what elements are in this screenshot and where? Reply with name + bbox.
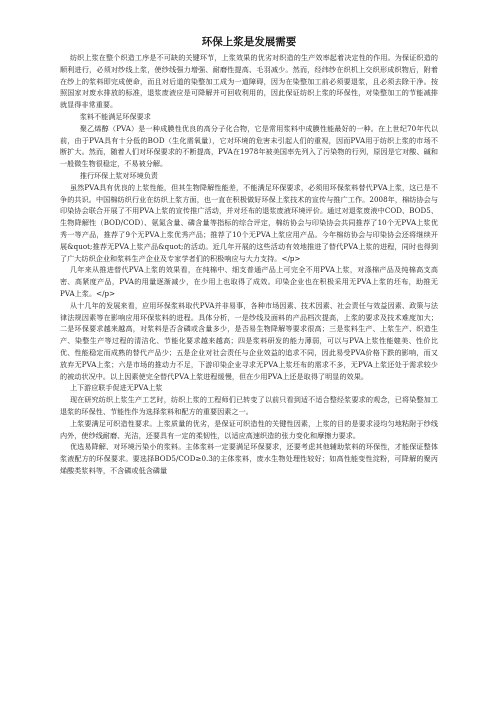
paragraph: 优选易降解、对环境污染小的浆料。主体浆料一定要满足环保要求，还要考虑其他辅助浆料的环保性，才能保证整体浆液配方的环保要求。要选择BOD5/COD≥0.3的主体浆料，废水生物处理性较好；如高性能变性淀粉，可降解的聚丙烯酸类浆料等，不含磷或低含磷量 [60, 442, 438, 475]
document-body [60, 52, 438, 477]
section-heading: 浆料不能满足环保要求 [79, 111, 151, 121]
paragraph: 聚乙烯醇（PVA）是一种成膜性优良的高分子化合物，它是常用浆料中成膜性能最好的一种。在上世纪70年代以前，由于PVA具有十分低的BOD（生化需氧量），它对环境的危害未引起人们的重视，因而PVA用于纺织上浆的市场不断扩大。然而，随着人们对环保要求的不断提高，PVA在1978年被美国率先列入了污染物的行列，原因是它对酸、碱和一般微生物很稳定，不易被分解。 [60, 123, 438, 169]
paragraph: 上浆要满足可织造性要求。上浆质量的优劣，是保证可织造性的关键性因素，上浆的目的是要求浸均匀地粘附于纱线内外，使纱线耐磨、光洁，还要具有一定的柔韧性，以适应高速织造的张力变化和摩擦力要求。 [60, 418, 438, 440]
section-heading: 上下游应联手促进无PVA上浆 [69, 383, 163, 393]
paragraph: 从十几年的发展来看，应用环保浆料取代PVA并非易事，各种市场因素、技术因素、社会责任与效益因素、政策与法律法规因素等在影响应用环保浆料的进程。具体分析，一是纱线及面料的产品档次提高，上浆的要求及技术难度加大；二是环保要求越来越高，对浆料是否含磷或含量多少，是否易生物降解等要求很高；三是浆料生产、上浆生产、织造生产、染整生产等过程的清洁化、节能化要求越来越高；四是浆料研发的能力薄弱，可以与PVA上浆性能媲美、性价比优、性能稳定而成熟的替代产品少；五是企业对社会责任与企业效益的追求不同，因此易受PVA价格下跌的影响，而又放弃无PVA上浆；六是市场的推动力不足，下游印染企业寻求无PVA上浆坯布的需求不多，无PVA上浆还处于需求较少的被动状况中。以上因素使完全替代PVA上浆进程缓慢，但在少用PVA上还是取得了明显的效果。 [60, 300, 438, 381]
paragraph: 纺织上浆在整个织造工序是不可缺的关键环节，上浆效果的优劣对织造的生产效率起着决定性的作用。为保证织造的顺利进行，必须对纱线上浆，使纱线强力增强、耐磨性提高、毛羽减少。然而，经纬纱在织机上交织形成织物后，附着在纱上的浆料即完成使命，而且对后道的染整加工成为一道障碍，因为在染整加工前必须要退浆，且必须去除干净。按照国家对废水排放的标准，退浆废液应是可降解并可回收利用的，因此保证纺织上浆的环保性，对染整加工的节能减排就显得非常重要。 [60, 53, 438, 110]
paragraph: 几年来从推进替代PVA上浆的效果看，在纯棉中、细支普通产品上可完全不用PVA上浆，对涤棉产品及纯棉高支高密、高紧度产品，PVA的用量逐渐减少，在少用上也取得了成效。印染企业也在积极采用无PVA上浆的坯布，助推无PVA上浆。</p> [60, 265, 438, 298]
section-heading: 推行环保上浆对环境负责 [79, 170, 158, 180]
paragraph: 现在研究纺织上浆生产工艺时，纺织上浆的工程师们已转变了以前只看到适不适合整经浆要求的观念，已将染整加工退浆的环保性、节能性作为选择浆料和配方的重要因素之一。 [60, 395, 438, 416]
page-title: 环保上浆是发展需要 [201, 36, 297, 48]
paragraph: 虽然PVA具有优良的上浆性能，但其生物降解性能差，不能满足环保要求，必须用环保浆料替代PVA上浆，这已是不争的共识。中国棉纺织行业在纺织上浆方面，也一直在积极做好环保上浆技术的宣传与推广工作。2008年，棉纺协会与印染协会联合开展了不用PVA上浆的宣传推广活动，并对坯布的退浆废液环境评价。通过对退浆废液中COD、BOD5、生物降解性（BOD/COD）、氨氮含量、磷含量等指标的综合评定，棉纺协会与印染协会共同推荐了10个无PVA上浆优秀一等产品，推荐了9个无PVA上浆优秀产品；推荐了10个无PVA上浆应用产品。今年棉纺协会与印染协会还将继续开展&quot;推荐无PVA上浆产品&quot;的活动。近几年开展的这些活动有效地推进了替代PVA上浆的进程，同时也得到了广大纺织企业和浆料生产企业及专家学者们的积极响应与大力支持。</p> [60, 182, 438, 263]
